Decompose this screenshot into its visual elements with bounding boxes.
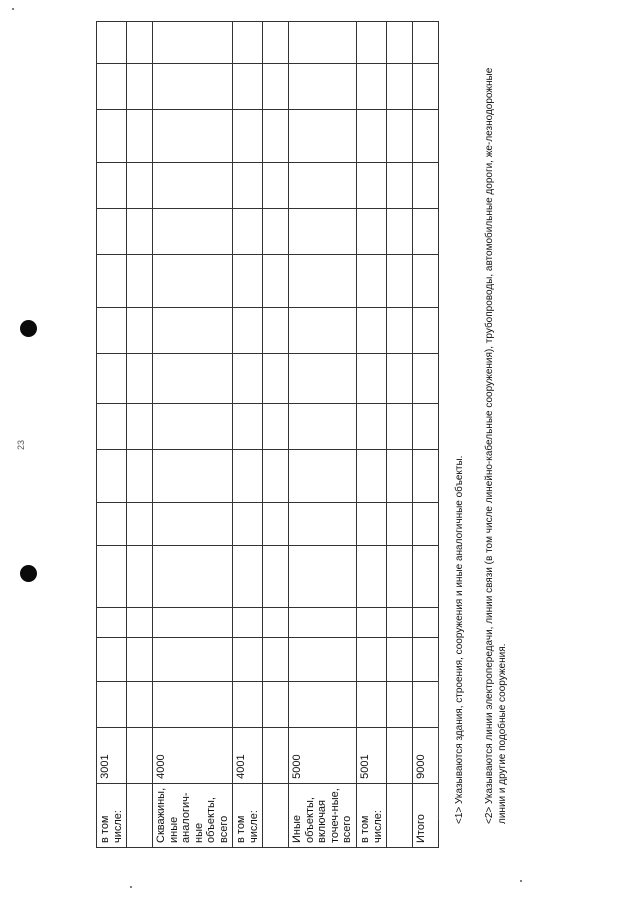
table-cell bbox=[289, 307, 357, 353]
table-cell bbox=[263, 607, 289, 637]
table-cell bbox=[97, 353, 127, 403]
table-cell bbox=[289, 403, 357, 449]
table-cell bbox=[413, 403, 439, 449]
table-cell bbox=[289, 254, 357, 307]
table-cell bbox=[127, 449, 153, 502]
table-cell bbox=[263, 545, 289, 607]
table-cell bbox=[153, 21, 233, 63]
table-cell bbox=[289, 63, 357, 109]
table-cell bbox=[357, 63, 387, 109]
table-cell bbox=[233, 21, 263, 63]
table-cell bbox=[153, 502, 233, 545]
table-cell bbox=[97, 545, 127, 607]
table-cell bbox=[97, 637, 127, 681]
table-cell bbox=[153, 208, 233, 254]
table-cell bbox=[97, 502, 127, 545]
table-cell bbox=[127, 254, 153, 307]
table-cell bbox=[387, 307, 413, 353]
table-cell bbox=[387, 449, 413, 502]
footnote-2: <2> Указываются линии электропередачи, линии связи (в том числе линейно-кабельные сооружения), трубопроводы, автомобильные дороги, же-лезнодорожные линии и другие подобные сооружения. bbox=[484, 67, 508, 824]
table-cell bbox=[289, 637, 357, 681]
row-code: 4000 bbox=[153, 727, 233, 783]
table-cell bbox=[413, 681, 439, 727]
table-cell bbox=[233, 681, 263, 727]
row-code: 5001 bbox=[357, 727, 387, 783]
table-cell bbox=[153, 607, 233, 637]
table-row bbox=[289, 21, 357, 847]
table-cell bbox=[289, 502, 357, 545]
table-cell bbox=[233, 63, 263, 109]
table-cell bbox=[127, 353, 153, 403]
table-cell bbox=[357, 208, 387, 254]
table-cell bbox=[387, 637, 413, 681]
row-code bbox=[387, 727, 413, 783]
table-cell bbox=[413, 545, 439, 607]
footnote-divider bbox=[438, 678, 439, 820]
table-cell bbox=[153, 109, 233, 162]
table-cell bbox=[153, 637, 233, 681]
table-cell bbox=[153, 162, 233, 208]
table-cell bbox=[153, 681, 233, 727]
table-cell bbox=[413, 21, 439, 63]
table-cell bbox=[263, 162, 289, 208]
table-cell bbox=[233, 353, 263, 403]
table-cell bbox=[357, 403, 387, 449]
table-cell bbox=[263, 502, 289, 545]
table-cell bbox=[97, 109, 127, 162]
table-row bbox=[127, 21, 153, 847]
table-cell bbox=[97, 208, 127, 254]
table-cell bbox=[153, 307, 233, 353]
table-row bbox=[233, 21, 263, 847]
table-cell bbox=[387, 403, 413, 449]
table-cell bbox=[97, 254, 127, 307]
table-cell bbox=[127, 109, 153, 162]
table-cell bbox=[387, 162, 413, 208]
table-cell bbox=[289, 545, 357, 607]
table-cell bbox=[387, 545, 413, 607]
table-cell bbox=[289, 449, 357, 502]
table-cell bbox=[233, 545, 263, 607]
footnote-1: <1> Указываются здания, строения, сооружения и иные аналогичные объекты. bbox=[454, 455, 465, 824]
table-cell bbox=[263, 681, 289, 727]
table-cell bbox=[263, 254, 289, 307]
table-cell bbox=[387, 63, 413, 109]
row-code: 5000 bbox=[289, 727, 357, 783]
table-cell bbox=[357, 637, 387, 681]
row-code: 4001 bbox=[233, 727, 263, 783]
data-table bbox=[96, 21, 439, 848]
table-cell bbox=[127, 637, 153, 681]
table-row bbox=[153, 21, 233, 847]
table-cell bbox=[357, 21, 387, 63]
table-cell bbox=[127, 21, 153, 63]
table-cell bbox=[387, 353, 413, 403]
table-cell bbox=[387, 254, 413, 307]
row-code: 9000 bbox=[413, 727, 439, 783]
table-cell bbox=[289, 21, 357, 63]
table-cell bbox=[413, 449, 439, 502]
table-cell bbox=[387, 21, 413, 63]
table-cell bbox=[357, 449, 387, 502]
table-cell bbox=[127, 403, 153, 449]
table-cell bbox=[127, 63, 153, 109]
table-cell bbox=[263, 307, 289, 353]
table-cell bbox=[387, 607, 413, 637]
table-cell bbox=[233, 637, 263, 681]
row-code bbox=[127, 727, 153, 783]
row-label bbox=[263, 783, 289, 847]
table-cell bbox=[413, 502, 439, 545]
table-cell bbox=[263, 403, 289, 449]
row-label: в том числе: bbox=[97, 783, 127, 847]
table-cell bbox=[413, 162, 439, 208]
table-row bbox=[263, 21, 289, 847]
table-cell bbox=[263, 353, 289, 403]
table-cell bbox=[97, 449, 127, 502]
table-cell bbox=[357, 162, 387, 208]
table-cell bbox=[357, 307, 387, 353]
table-cell bbox=[127, 162, 153, 208]
table-cell bbox=[289, 353, 357, 403]
table-cell bbox=[233, 449, 263, 502]
table-cell bbox=[263, 637, 289, 681]
table-cell bbox=[357, 545, 387, 607]
row-label: Итого bbox=[413, 783, 439, 847]
row-label bbox=[127, 783, 153, 847]
table-cell bbox=[97, 607, 127, 637]
table-cell bbox=[387, 502, 413, 545]
table-cell bbox=[97, 21, 127, 63]
table-cell bbox=[233, 254, 263, 307]
table-cell bbox=[97, 681, 127, 727]
table-cell bbox=[153, 545, 233, 607]
table-cell bbox=[413, 637, 439, 681]
table-cell bbox=[127, 545, 153, 607]
row-code bbox=[263, 727, 289, 783]
table-cell bbox=[387, 681, 413, 727]
table-cell bbox=[127, 681, 153, 727]
table-cell bbox=[263, 109, 289, 162]
table-cell bbox=[387, 109, 413, 162]
table-cell bbox=[263, 21, 289, 63]
row-label: в том числе: bbox=[233, 783, 263, 847]
table-cell bbox=[233, 607, 263, 637]
table-cell bbox=[413, 208, 439, 254]
table-cell bbox=[153, 449, 233, 502]
table-cell bbox=[153, 403, 233, 449]
table-cell bbox=[97, 63, 127, 109]
table-cell bbox=[97, 403, 127, 449]
table-cell bbox=[263, 208, 289, 254]
table-cell bbox=[127, 307, 153, 353]
table-cell bbox=[153, 63, 233, 109]
table-cell bbox=[233, 502, 263, 545]
table-cell bbox=[413, 63, 439, 109]
table-cell bbox=[357, 681, 387, 727]
table-cell bbox=[289, 607, 357, 637]
table-cell bbox=[357, 607, 387, 637]
table-cell bbox=[233, 307, 263, 353]
table-row bbox=[387, 21, 413, 847]
table-cell bbox=[263, 63, 289, 109]
table-cell bbox=[413, 109, 439, 162]
table-cell bbox=[357, 353, 387, 403]
table-cell bbox=[357, 109, 387, 162]
table-row bbox=[97, 21, 127, 847]
table-cell bbox=[357, 254, 387, 307]
row-code: 3001 bbox=[97, 727, 127, 783]
table-row bbox=[413, 21, 439, 847]
table-cell bbox=[153, 254, 233, 307]
table-cell bbox=[263, 449, 289, 502]
table-cell bbox=[127, 502, 153, 545]
table-cell bbox=[289, 109, 357, 162]
page-mark: 23 bbox=[16, 439, 26, 450]
table-cell bbox=[233, 403, 263, 449]
row-label: Скважины, иные аналогич-ные объекты, всего bbox=[153, 783, 233, 847]
table-cell bbox=[153, 353, 233, 403]
table-cell bbox=[413, 607, 439, 637]
row-label: Иные объекты, включая точеч-ные, всего bbox=[289, 783, 357, 847]
table-cell bbox=[357, 502, 387, 545]
table-cell bbox=[413, 307, 439, 353]
table-cell bbox=[289, 162, 357, 208]
row-label: в том числе: bbox=[357, 783, 387, 847]
table-cell bbox=[413, 254, 439, 307]
table-cell bbox=[233, 162, 263, 208]
table-cell bbox=[387, 208, 413, 254]
table-row bbox=[357, 21, 387, 847]
table-cell bbox=[289, 208, 357, 254]
table-cell bbox=[233, 109, 263, 162]
row-label bbox=[387, 783, 413, 847]
table-cell bbox=[127, 607, 153, 637]
table-cell bbox=[127, 208, 153, 254]
table-cell bbox=[289, 681, 357, 727]
table-cell bbox=[97, 162, 127, 208]
table-cell bbox=[233, 208, 263, 254]
table-cell bbox=[413, 353, 439, 403]
table-cell bbox=[97, 307, 127, 353]
